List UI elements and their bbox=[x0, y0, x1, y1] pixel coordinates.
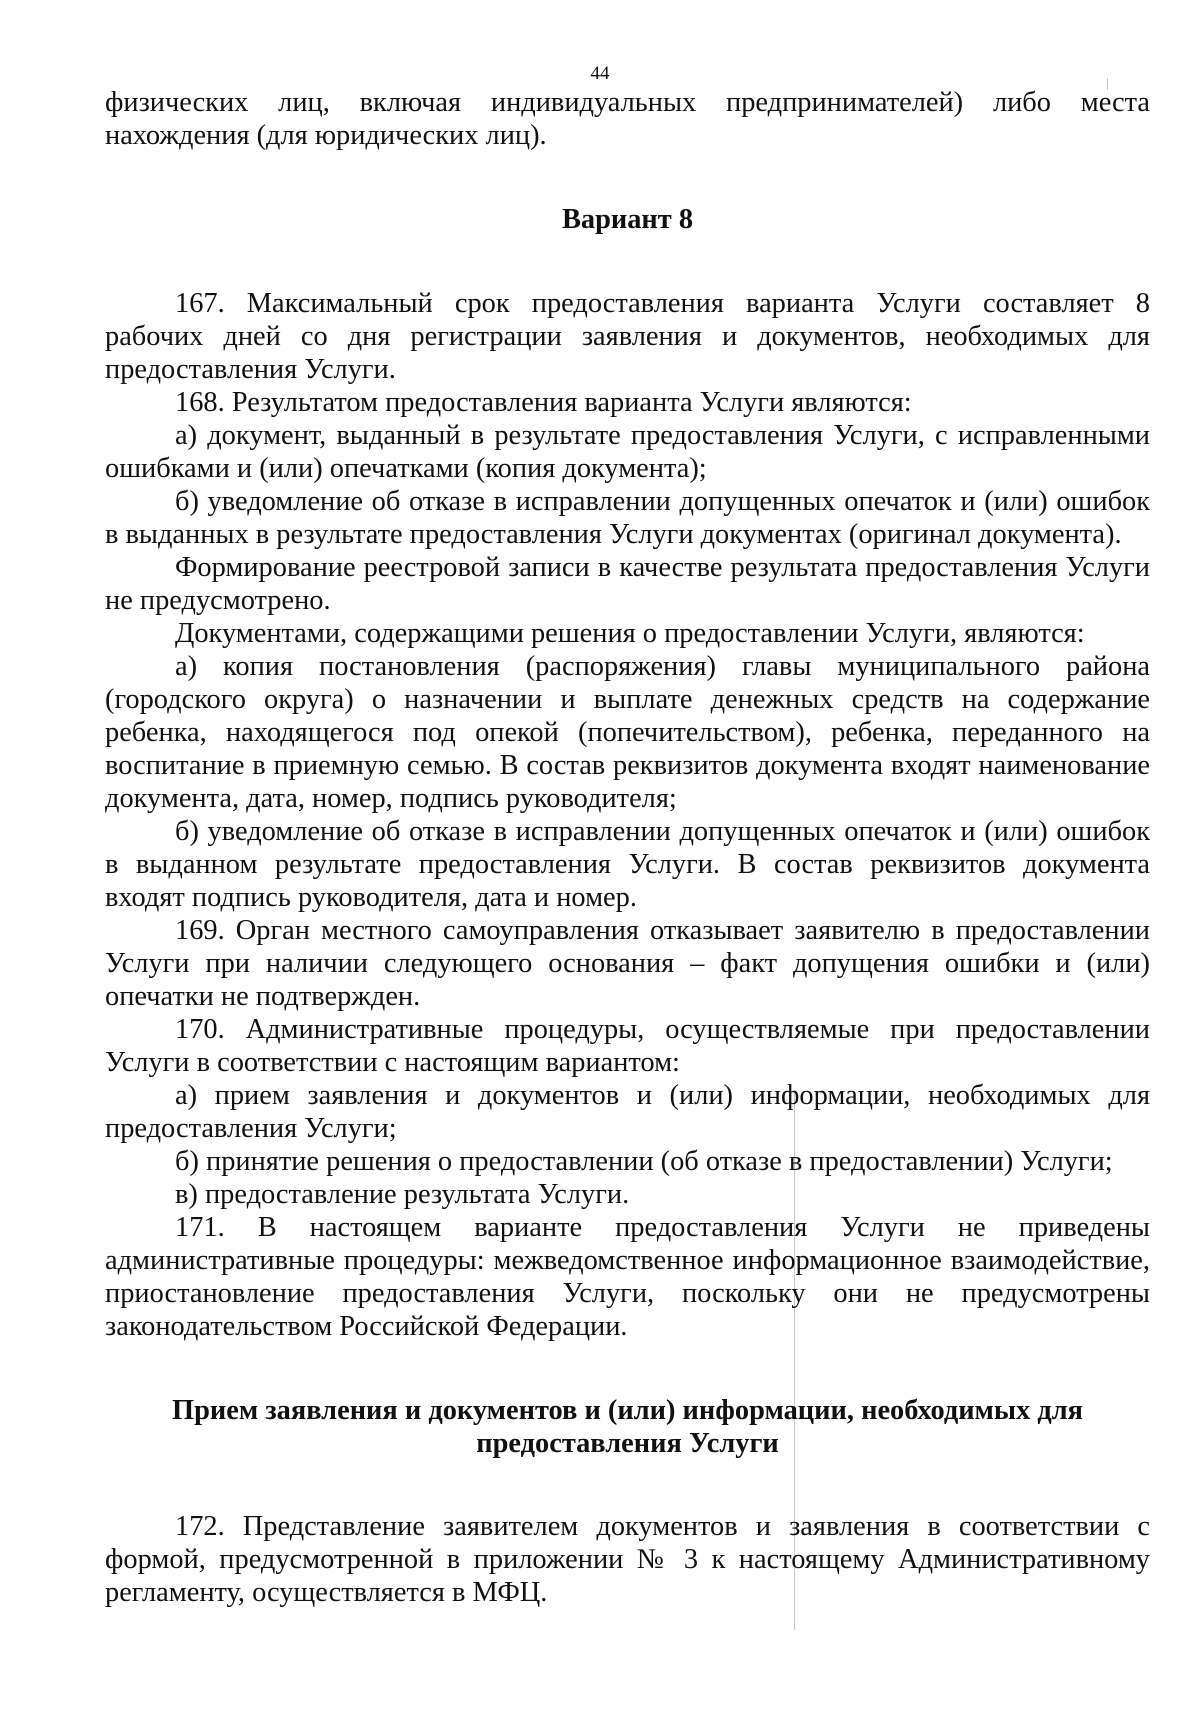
paragraph-registry-record: Формирование реестровой записи в качестве результата предоставления Услуги не предусмотрено. bbox=[105, 552, 1150, 616]
document-body bbox=[105, 86, 1150, 1609]
paragraph-170-item-a: а) прием заявления и документов и (или) информации, необходимых для предоставления Услуги; bbox=[105, 1080, 1150, 1144]
paragraph-decision-item-b: б) уведомление об отказе в исправлении допущенных опечаток и (или) ошибок в выданном результате предоставления Услуги. В состав реквизитов документа входят подпись руководителя, дата и номер. bbox=[105, 816, 1150, 913]
paragraph-168: 168. Результатом предоставления варианта Услуги являются: bbox=[175, 387, 912, 418]
paragraph-decision-documents: Документами, содержащими решения о предоставлении Услуги, являются: bbox=[175, 618, 1085, 649]
paragraph-170-item-c: в) предоставление результата Услуги. bbox=[175, 1179, 630, 1210]
paragraph-decision-item-a: а) копия постановления (распоряжения) главы муниципального района (городского округа) о назначении и выплате денежных средств на содержание ребенка, находящегося под опекой (попечительством), ребенка, переданного на воспитание в приемную семью. В состав реквизитов документа входят наименование документа, дата, номер, подпись руководителя; bbox=[105, 651, 1150, 814]
paragraph-170: 170. Административные процедуры, осуществляемые при предоставлении Услуги в соответствии с настоящим вариантом: bbox=[105, 1014, 1150, 1078]
paragraph-167: 167. Максимальный срок предоставления варианта Услуги составляет 8 рабочих дней со дня регистрации заявления и документов, необходимых для предоставления Услуги. bbox=[105, 288, 1150, 385]
paragraph-169: 169. Орган местного самоуправления отказывает заявителю в предоставлении Услуги при наличии следующего основания – факт допущения ошибки и (или) опечатки не подтвержден. bbox=[105, 915, 1150, 1012]
section-heading: Прием заявления и документов и (или) информации, необходимых для предоставления Услуги bbox=[171, 1395, 1084, 1459]
paragraph-168-item-b: б) уведомление об отказе в исправлении допущенных опечаток и (или) ошибок в выданных в результате предоставления Услуги документах (оригинал документа). bbox=[105, 486, 1150, 550]
paragraph-171: 171. В настоящем варианте предоставления Услуги не приведены административные процедуры: межведомственное информационное взаимодействие, приостановление предоставления Услуги, поскольку они не предусмотрены законодательством Российской Федерации. bbox=[105, 1212, 1150, 1342]
page-number: 44 bbox=[590, 63, 610, 84]
intro-paragraph: физических лиц, включая индивидуальных предпринимателей) либо места нахождения (для юридических лиц). bbox=[105, 87, 1150, 151]
paragraph-170-item-b: б) принятие решения о предоставлении (об отказе в предоставлении) Услуги; bbox=[175, 1146, 1113, 1177]
variant-heading: Вариант 8 bbox=[561, 204, 694, 235]
paragraph-172: 172. Представление заявителем документов и заявления в соответствии с формой, предусмотренной в приложении № 3 к настоящему Административному регламенту, осуществляется в МФЦ. bbox=[105, 1511, 1150, 1608]
paragraph-168-item-a: а) документ, выданный в результате предоставления Услуги, с исправленными ошибками и (или) опечатками (копия документа); bbox=[105, 420, 1150, 484]
